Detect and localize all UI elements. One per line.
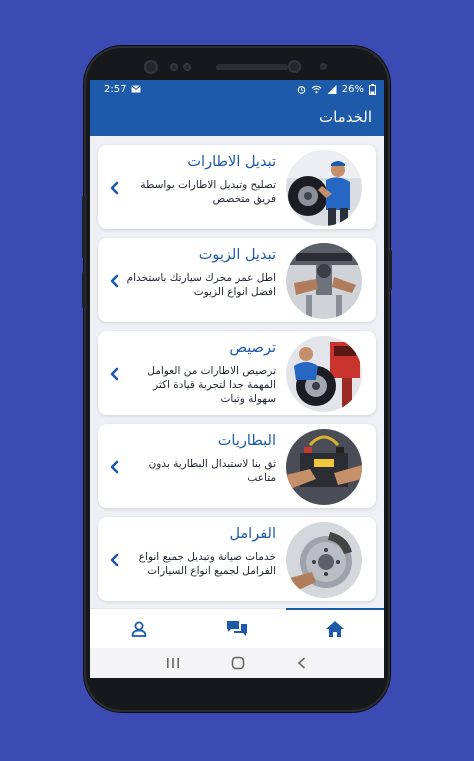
service-title: ترصيص (229, 340, 276, 356)
service-title: البطاريات (217, 433, 276, 449)
nav-home[interactable] (286, 609, 384, 649)
power-button (389, 250, 392, 290)
sensor (183, 63, 191, 71)
recent-apps-icon[interactable] (166, 657, 180, 669)
chevron-left-icon[interactable] (108, 367, 122, 381)
service-description: ثق بنا لاستبدال البطارية بدون متاعب (148, 458, 276, 484)
sensor (170, 63, 178, 71)
back-icon[interactable] (296, 657, 308, 669)
page-title: الخدمات (318, 108, 372, 126)
system-navigation-bar (90, 648, 384, 678)
services-list[interactable] (90, 136, 384, 608)
wifi-icon (311, 85, 322, 94)
screen (90, 80, 384, 678)
sensor (320, 63, 327, 70)
wheel-balancing-icon (286, 336, 362, 412)
status-bar (90, 80, 384, 98)
service-description: خدمات صيانة وتبديل جميع انواع الفرامل لجميع انواع السيارات (138, 551, 276, 577)
volume-button (82, 196, 85, 258)
home-icon (325, 620, 345, 638)
chevron-left-icon[interactable] (108, 274, 122, 288)
front-camera (144, 60, 158, 74)
clock: 2:57 (104, 83, 127, 95)
bixby-button (82, 272, 85, 308)
home-button-icon[interactable] (231, 656, 245, 670)
service-description: اطل عمر محرك سيارتك باستخدام افضل انواع الزيوت (126, 272, 276, 298)
service-description: ترصيص الاطارات من العوامل المهمة جدا لتجربة قيادة اكثر سهولة وثبات (147, 365, 276, 405)
battery-level: 26% (341, 83, 364, 95)
alarm-icon (297, 85, 306, 94)
battery-icon (369, 84, 376, 95)
service-card[interactable] (98, 331, 376, 415)
brake-disc-icon (286, 522, 362, 598)
chevron-left-icon[interactable] (108, 553, 122, 567)
nav-chat[interactable] (188, 609, 286, 649)
app-bar (90, 98, 384, 136)
service-title: الفرامل (229, 526, 276, 542)
service-description: تصليح وتبديل الاطارات بواسطة فريق متخصص (140, 179, 276, 205)
chat-icon (226, 619, 248, 639)
bottom-navigation (90, 608, 384, 648)
nav-profile[interactable] (90, 609, 188, 649)
service-title: تبديل الاطارات (187, 154, 276, 170)
profile-icon (130, 620, 148, 638)
technician-tire-icon (286, 150, 362, 226)
oil-change-icon (286, 243, 362, 319)
iris-scanner (288, 60, 301, 73)
signal-icon (327, 85, 337, 94)
earpiece (216, 64, 288, 70)
service-card[interactable] (98, 145, 376, 229)
battery-icon (286, 429, 362, 505)
chevron-left-icon[interactable] (108, 460, 122, 474)
service-title: تبديل الزيوت (198, 247, 276, 263)
chevron-left-icon[interactable] (108, 181, 122, 195)
service-card[interactable] (98, 238, 376, 322)
mail-icon (131, 85, 141, 93)
service-card[interactable] (98, 424, 376, 508)
service-card[interactable] (98, 517, 376, 601)
